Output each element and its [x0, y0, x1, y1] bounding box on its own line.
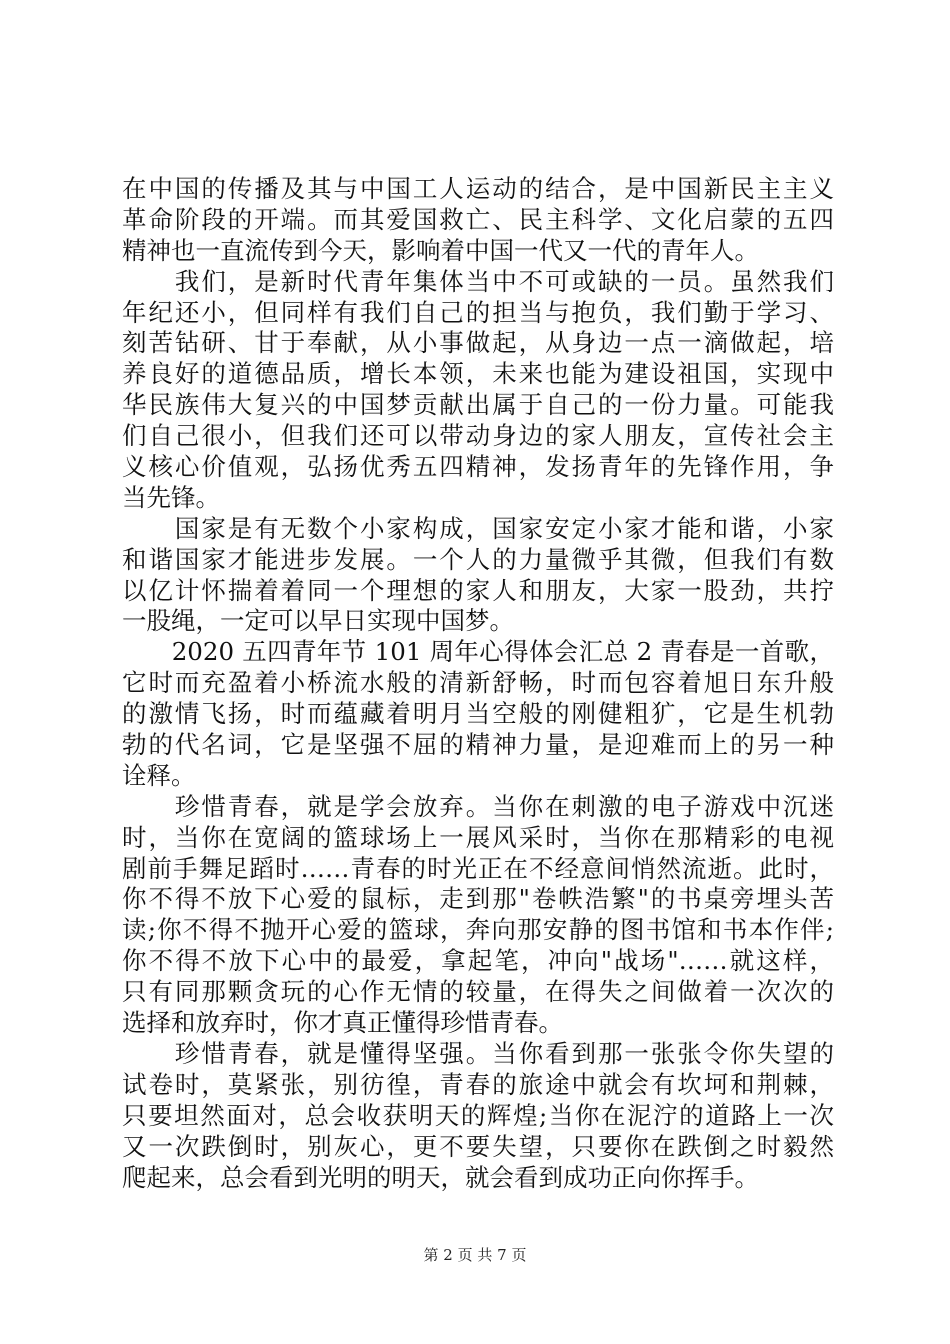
- text-line: 读;你不得不抛开心爱的篮球，奔向那安静的图书馆和书本作伴;: [122, 915, 834, 945]
- text-line: 它时而充盈着小桥流水般的清新舒畅，时而包容着旭日东升般: [122, 668, 834, 698]
- text-line: 珍惜青春，就是懂得坚强。当你看到那一张张令你失望的: [122, 1038, 834, 1068]
- text-line: 我们，是新时代青年集体当中不可或缺的一员。虽然我们: [122, 266, 834, 296]
- text-line: 养良好的道德品质，增长本领，未来也能为建设祖国，实现中: [122, 359, 834, 389]
- text-line: 们自己很小，但我们还可以带动身边的家人朋友，宣传社会主: [122, 421, 834, 451]
- text-line: 和谐国家才能进步发展。一个人的力量微乎其微，但我们有数: [122, 544, 834, 574]
- text-line: 义核心价值观，弘扬优秀五四精神，发扬青年的先锋作用，争: [122, 452, 834, 482]
- text-line: 年纪还小，但同样有我们自己的担当与抱负，我们勤于学习、: [122, 297, 834, 327]
- text-line: 勃的代名词，它是坚强不屈的精神力量，是迎难而上的另一种: [122, 730, 834, 760]
- text-line: 的激情飞扬，时而蕴藏着明月当空般的刚健粗犷，它是生机勃: [122, 699, 834, 729]
- text-line: 时，当你在宽阔的篮球场上一展风采时，当你在那精彩的电视: [122, 822, 834, 852]
- text-line: 剧前手舞足蹈时……青春的时光正在不经意间悄然流逝。此时，: [122, 853, 834, 883]
- text-line: 只要坦然面对，总会收获明天的辉煌;当你在泥泞的道路上一次: [122, 1100, 834, 1130]
- text-line: 刻苦钻研、甘于奉献，从小事做起，从身边一点一滴做起，培: [122, 328, 834, 358]
- text-line: 以亿计怀揣着着同一个理想的家人和朋友，大家一股劲，共拧: [122, 575, 834, 605]
- text-line: 在中国的传播及其与中国工人运动的结合，是中国新民主主义: [122, 174, 834, 203]
- text-line: 2020 五四青年节 101 周年心得体会汇总 2 青春是一首歌，: [122, 637, 834, 667]
- text-line: 华民族伟大复兴的中国梦贡献出属于自己的一份力量。可能我: [122, 390, 834, 420]
- text-line: 精神也一直流传到今天，影响着中国一代又一代的青年人。: [122, 235, 759, 265]
- text-line: 只有同那颗贪玩的心作无情的较量，在得失之间做着一次次的: [122, 977, 834, 1007]
- text-line: 国家是有无数个小家构成，国家安定小家才能和谐，小家: [122, 513, 834, 543]
- body-text: [122, 174, 834, 1193]
- text-line: 诠释。: [122, 760, 196, 790]
- text-line: 你不得不放下心中的最爱，拿起笔，冲向"战场"……就这样，: [122, 946, 834, 976]
- text-line: 爬起来，总会看到光明的明天，就会看到成功正向你挥手。: [122, 1162, 759, 1192]
- text-line: 一股绳，一定可以早日实现中国梦。: [122, 606, 514, 636]
- page-number-footer: 第 2 页 共 7 页: [423, 1246, 527, 1264]
- text-line: 革命阶段的开端。而其爱国救亡、民主科学、文化启蒙的五四: [122, 204, 834, 234]
- text-line: 试卷时，莫紧张，别彷徨，青春的旅途中就会有坎坷和荆棘，: [122, 1069, 834, 1099]
- text-line: 当先锋。: [122, 482, 220, 512]
- text-line: 又一次跌倒时，别灰心，更不要失望，只要你在跌倒之时毅然: [122, 1131, 834, 1161]
- text-line: 选择和放弃时，你才真正懂得珍惜青春。: [122, 1008, 563, 1038]
- text-line: 你不得不放下心爱的鼠标，走到那"卷帙浩繁"的书桌旁埋头苦: [122, 884, 834, 914]
- text-line: 珍惜青春，就是学会放弃。当你在刺激的电子游戏中沉迷: [122, 791, 834, 821]
